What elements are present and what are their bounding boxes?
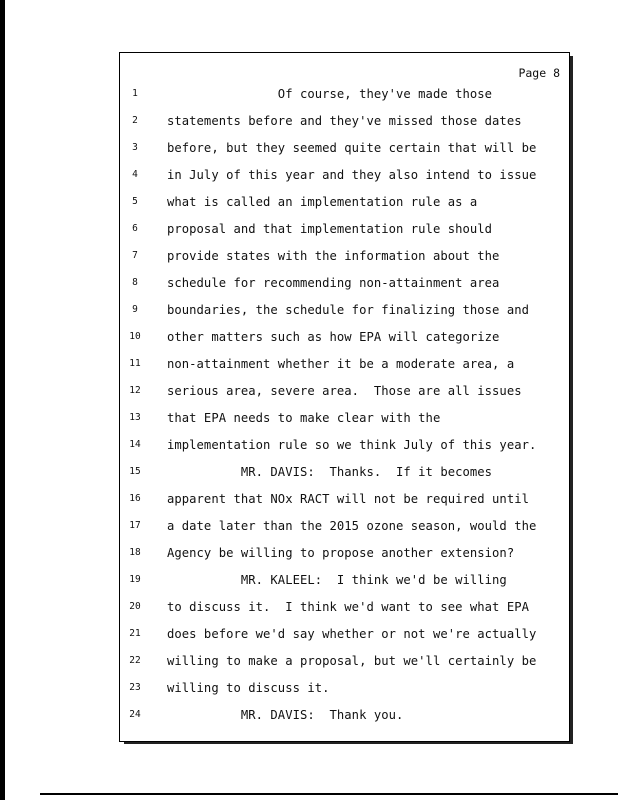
line-number: 22 bbox=[129, 655, 141, 666]
transcript-line: MR. KALEEL: I think we'd be willing bbox=[167, 573, 507, 587]
line-number: 7 bbox=[132, 250, 138, 261]
transcript-line: implementation rule so we think July of this year. bbox=[167, 438, 537, 452]
line-number: 8 bbox=[132, 277, 138, 288]
scan-bottom-edge bbox=[40, 793, 618, 795]
line-number: 23 bbox=[129, 682, 141, 693]
line-number: 9 bbox=[132, 304, 138, 315]
line-number: 4 bbox=[132, 169, 138, 180]
transcript-line: Agency be willing to propose another extension? bbox=[167, 546, 515, 560]
transcript-line: before, but they seemed quite certain that will be bbox=[167, 141, 537, 155]
line-number: 1 bbox=[132, 88, 138, 99]
line-number: 20 bbox=[129, 601, 141, 612]
line-number: 17 bbox=[129, 520, 141, 531]
transcript-line: in July of this year and they also intend to issue bbox=[167, 168, 537, 182]
transcript-line: a date later than the 2015 ozone season, would the bbox=[167, 519, 537, 533]
transcript-line: schedule for recommending non-attainment area bbox=[167, 276, 500, 290]
line-number: 16 bbox=[129, 493, 141, 504]
scan-left-edge bbox=[0, 0, 5, 800]
transcript-line: boundaries, the schedule for finalizing those and bbox=[167, 303, 529, 317]
transcript-line: that EPA needs to make clear with the bbox=[167, 411, 441, 425]
transcript-line: other matters such as how EPA will categorize bbox=[167, 330, 500, 344]
line-number: 12 bbox=[129, 385, 141, 396]
line-number: 3 bbox=[132, 142, 138, 153]
transcript-line: willing to discuss it. bbox=[167, 681, 330, 695]
transcript-line: willing to make a proposal, but we'll certainly be bbox=[167, 654, 537, 668]
transcript-line: serious area, severe area. Those are all issues bbox=[167, 384, 522, 398]
transcript-line: statements before and they've missed those dates bbox=[167, 114, 522, 128]
frame-shadow-right bbox=[570, 56, 573, 744]
line-number: 14 bbox=[129, 439, 141, 450]
line-number: 19 bbox=[129, 574, 141, 585]
transcript-line: what is called an implementation rule as a bbox=[167, 195, 478, 209]
line-number: 15 bbox=[129, 466, 141, 477]
transcript-line: proposal and that implementation rule should bbox=[167, 222, 493, 236]
line-number: 18 bbox=[129, 547, 141, 558]
transcript-line: MR. DAVIS: Thanks. If it becomes bbox=[167, 465, 493, 479]
transcript-line: MR. DAVIS: Thank you. bbox=[167, 708, 404, 722]
line-number: 24 bbox=[129, 709, 141, 720]
transcript-line: does before we'd say whether or not we're actually bbox=[167, 627, 537, 641]
transcript-line: to discuss it. I think we'd want to see what EPA bbox=[167, 600, 529, 614]
transcript-line: Of course, they've made those bbox=[167, 87, 493, 101]
page-number: Page 8 bbox=[518, 66, 560, 80]
transcript-line: non-attainment whether it be a moderate area, a bbox=[167, 357, 515, 371]
line-number: 2 bbox=[132, 115, 138, 126]
line-number: 10 bbox=[129, 331, 141, 342]
line-number: 5 bbox=[132, 196, 138, 207]
transcript-line: provide states with the information about the bbox=[167, 249, 500, 263]
line-number: 21 bbox=[129, 628, 141, 639]
line-number: 13 bbox=[129, 412, 141, 423]
line-number: 11 bbox=[129, 358, 141, 369]
transcript-line: apparent that NOx RACT will not be required until bbox=[167, 492, 529, 506]
line-number: 6 bbox=[132, 223, 138, 234]
